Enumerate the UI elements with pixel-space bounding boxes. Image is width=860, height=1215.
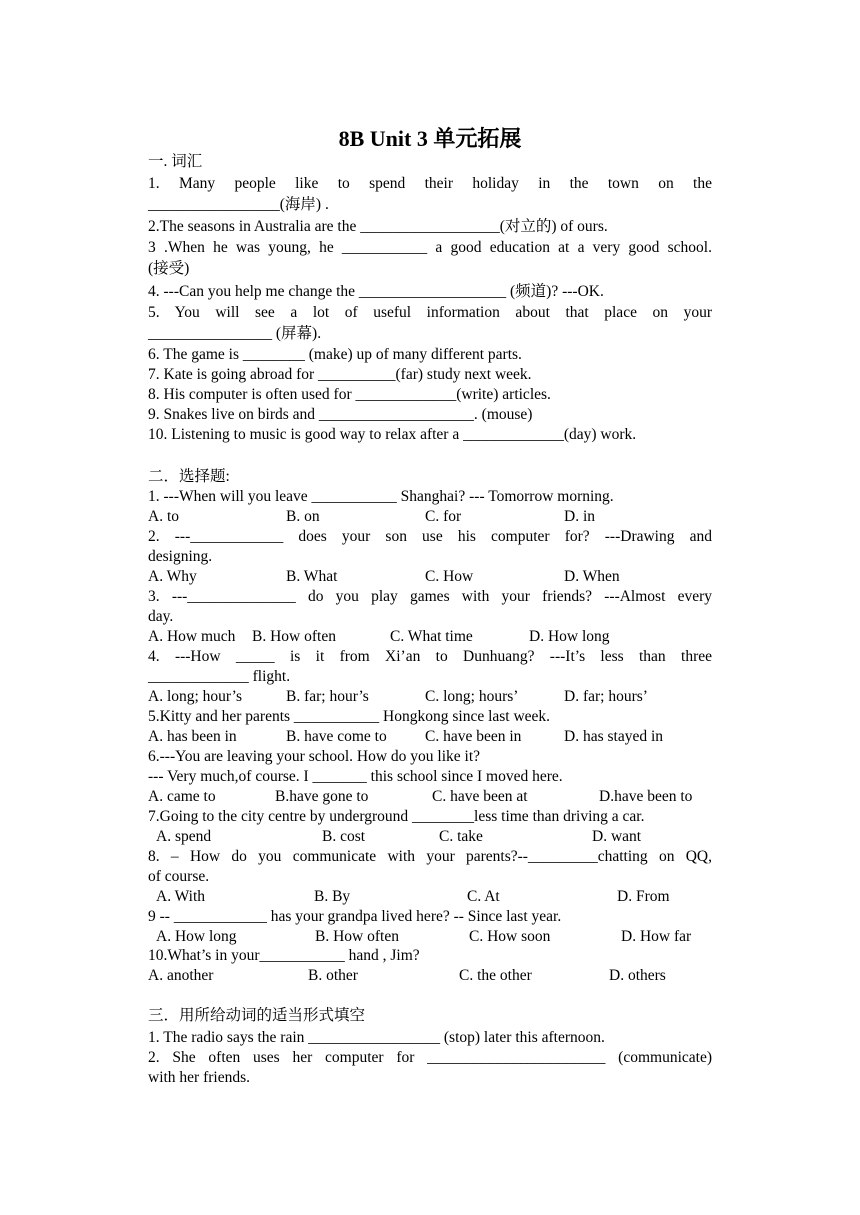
answer-options [148,966,712,986]
question-line: (接受) [148,260,190,277]
question-line: 4. ---Can you help me change the ___________________ (频道)? ---OK. [148,283,604,300]
question-line: 6. The game is ________ (make) up of many different parts. [148,346,522,363]
section-heading-choice: 二．选择题: [148,468,230,485]
question-line: 2. She often uses her computer for _______________________ (communicate) [148,1049,712,1066]
option-b: B. other [308,967,358,984]
question-line: 10. Listening to music is good way to relax after a _____________(day) work. [148,426,637,443]
option-b: B. By [314,888,351,905]
question-line: with her friends. [148,1069,251,1086]
page-title: 8B Unit 3 单元拓展 [338,126,522,151]
question-line: 8. – How do you communicate with your parents?--_________chatting on QQ, [148,848,712,865]
option-c: C. take [439,828,483,845]
option-a: A. With [156,888,206,905]
option-c: C. How [425,568,474,585]
question-line: 2. ---____________ does your son use his computer for? ---Drawing and [148,528,712,545]
option-d: D. How long [529,628,610,645]
answer-options [148,827,712,847]
question-line: --- Very much,of course. I _______ this school since I moved here. [148,768,563,785]
question-line: _____________ flight. [148,668,291,685]
option-c: C. have been in [425,728,522,745]
question-line: 2.The seasons in Australia are the __________________(对立的) of ours. [148,218,608,235]
option-a: A. long; hour’s [148,688,243,705]
question-line: 9 -- ____________ has your grandpa lived here? -- Since last year. [148,908,562,925]
option-c: C. How soon [469,928,551,945]
option-d: D. others [609,967,666,984]
question-line: 1. Many people like to spend their holiday in the town on the [148,175,712,192]
option-d: D. How far [621,928,692,945]
option-b: B. far; hour’s [286,688,369,705]
question-line: 8. His computer is often used for _____________(write) articles. [148,386,551,403]
option-a: A. came to [148,788,216,805]
answer-options [148,687,712,707]
option-a: A. Why [148,568,197,585]
option-a: A. spend [156,828,212,845]
answer-options [148,887,712,907]
option-c: C. long; hours’ [425,688,519,705]
option-b: B. What [286,568,338,585]
option-d: D. When [564,568,620,585]
answer-options [148,727,712,747]
option-b: B.have gone to [275,788,369,805]
option-d: D. From [617,888,670,905]
option-c: C. At [467,888,500,905]
question-line: 7. Kate is going abroad for __________(far) study next week. [148,366,532,383]
answer-options [148,507,712,527]
question-line: ________________ (屏幕). [148,325,322,342]
option-c: C. the other [459,967,532,984]
option-c: C. for [425,508,462,525]
question-line: day. [148,608,174,625]
answer-options [148,787,712,807]
option-b: B. have come to [286,728,387,745]
question-line: of course. [148,868,210,885]
option-b: B. on [286,508,320,525]
question-line: 1. ---When will you leave ___________ Shanghai? --- Tomorrow morning. [148,488,614,505]
option-b: B. How often [315,928,399,945]
question-line: 6.---You are leaving your school. How do you like it? [148,748,481,765]
option-b: B. cost [322,828,366,845]
question-line: 3. ---______________ do you play games with your friends? ---Almost every [148,588,712,605]
option-a: A. has been in [148,728,237,745]
option-d: D.have been to [599,788,693,805]
answer-options [148,567,712,587]
option-a: A. How long [156,928,237,945]
option-a: A. to [148,508,179,525]
question-line: 3 .When he was young, he ___________ a good education at a very good school. [148,239,712,256]
option-d: D. far; hours’ [564,688,648,705]
option-b: B. How often [252,628,336,645]
option-c: C. What time [390,628,473,645]
question-line: _________________(海岸) . [148,196,329,213]
question-line: 9. Snakes live on birds and ____________________. (mouse) [148,406,533,423]
question-line: 5.Kitty and her parents ___________ Hongkong since last week. [148,708,551,725]
option-d: D. has stayed in [564,728,664,745]
option-d: D. want [592,828,642,845]
question-line: 4. ---How _____ is it from Xi’an to Dunhuang? ---It’s less than three [148,648,712,665]
option-d: D. in [564,508,595,525]
question-line: 7.Going to the city centre by underground ________less time than driving a car. [148,808,645,825]
section-heading-vocabulary: 一. 词汇 [148,153,203,170]
option-a: A. another [148,967,214,984]
question-line: designing. [148,548,213,565]
question-line: 10.What’s in your___________ hand , Jim? [148,947,420,964]
answer-options [148,627,712,647]
section-heading-verb-forms: 三．用所给动词的适当形式填空 [148,1007,366,1024]
question-line: 1. The radio says the rain _________________ (stop) later this afternoon. [148,1029,605,1046]
option-a: A. How much [148,628,236,645]
answer-options [148,927,712,947]
option-c: C. have been at [432,788,528,805]
question-line: 5. You will see a lot of useful information about that place on your [148,304,712,321]
